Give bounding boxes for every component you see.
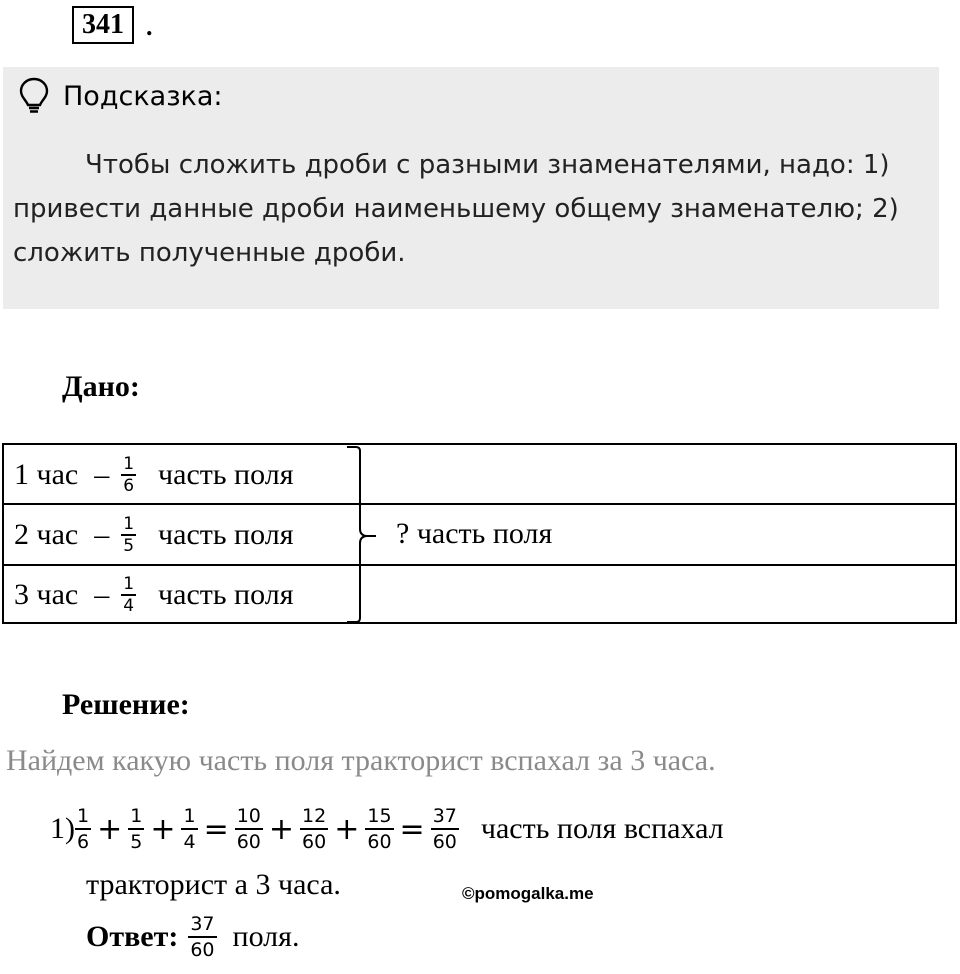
- fraction-numerator: 1: [130, 805, 143, 827]
- fraction-numerator: 37: [432, 805, 457, 827]
- row-dash: –: [94, 518, 110, 551]
- eq-fraction: [300, 804, 328, 854]
- answer-tail: поля.: [232, 920, 300, 953]
- fraction-denominator: 5: [130, 831, 143, 853]
- fraction-denominator: 5: [123, 536, 135, 556]
- fraction-numerator: 37: [190, 913, 215, 935]
- fraction-numerator: 10: [236, 805, 261, 827]
- fraction-denominator: 4: [183, 831, 196, 853]
- row-label: 3 час: [14, 578, 79, 611]
- row-label: 2 час: [14, 518, 79, 551]
- fraction-numerator: 1: [123, 454, 135, 474]
- row-text: часть поля: [158, 458, 294, 491]
- fraction-denominator: 6: [77, 831, 90, 853]
- hint-title: Подсказка:: [63, 80, 223, 112]
- eq-operator: =: [203, 811, 229, 847]
- fraction-numerator: 1: [123, 574, 135, 594]
- given-question: ? часть поля: [396, 517, 553, 550]
- solution-equation: [50, 804, 724, 854]
- fraction-numerator: 15: [367, 805, 392, 827]
- step-after-text: часть поля вспахал: [480, 812, 724, 845]
- row-fraction: [121, 574, 136, 616]
- eq-operator: +: [150, 811, 176, 847]
- eq-operator: +: [97, 811, 123, 847]
- solution-heading: Решение:: [62, 688, 190, 721]
- solution-intro: Найдем какую часть поля тракторист вспахал за 3 часа.: [6, 744, 716, 777]
- fraction-denominator: 4: [123, 596, 135, 616]
- row-text: часть поля: [158, 518, 294, 551]
- hint-header: [19, 77, 223, 115]
- fraction-denominator: 60: [432, 831, 457, 853]
- eq-fraction: [75, 804, 91, 854]
- fraction-numerator: 1: [77, 805, 90, 827]
- fraction-denominator: 60: [302, 831, 327, 853]
- fraction-numerator: 12: [302, 805, 327, 827]
- fraction-numerator: 1: [123, 514, 135, 534]
- row-text: часть поля: [158, 578, 294, 611]
- fraction-numerator: 1: [183, 805, 196, 827]
- fraction-denominator: 6: [123, 476, 135, 496]
- eq-fraction: [181, 804, 197, 854]
- lightbulb-icon: [19, 77, 49, 115]
- given-heading: Дано:: [62, 370, 140, 403]
- eq-operator: =: [399, 811, 425, 847]
- hint-panel: [3, 67, 939, 309]
- hint-text: Чтобы сложить дроби с разными знаменателями, надо: 1) привести данные дроби наименьшему общему знаменателю; 2) сложить полученные дроби.: [13, 150, 899, 268]
- given-table: [2, 443, 957, 624]
- row-dash: –: [94, 458, 110, 491]
- curly-brace: [344, 445, 384, 626]
- answer-label: Ответ:: [86, 920, 179, 953]
- fraction-denominator: 60: [190, 939, 215, 961]
- given-row-3: [14, 565, 294, 625]
- given-row-2: [14, 505, 294, 565]
- eq-fraction: [431, 804, 459, 854]
- fraction-denominator: 60: [236, 831, 261, 853]
- task-number: 341: [72, 6, 134, 44]
- eq-fraction: [235, 804, 263, 854]
- watermark: ©pomogalka.me: [462, 884, 594, 903]
- fraction-denominator: 60: [367, 831, 392, 853]
- row-fraction: [121, 514, 136, 556]
- row-fraction: [121, 454, 136, 496]
- step-prefix: 1): [50, 812, 75, 845]
- eq-fraction: [128, 804, 144, 854]
- answer-fraction: [188, 912, 216, 962]
- eq-fraction: [365, 804, 393, 854]
- task-number-dot: .: [146, 12, 153, 41]
- step-line-2: тракторист а 3 часа.: [86, 868, 341, 901]
- eq-operator: +: [334, 811, 360, 847]
- answer-line: [86, 912, 299, 962]
- row-label: 1 час: [14, 458, 79, 491]
- row-dash: –: [94, 578, 110, 611]
- eq-operator: +: [268, 811, 295, 847]
- given-row-1: [14, 445, 294, 505]
